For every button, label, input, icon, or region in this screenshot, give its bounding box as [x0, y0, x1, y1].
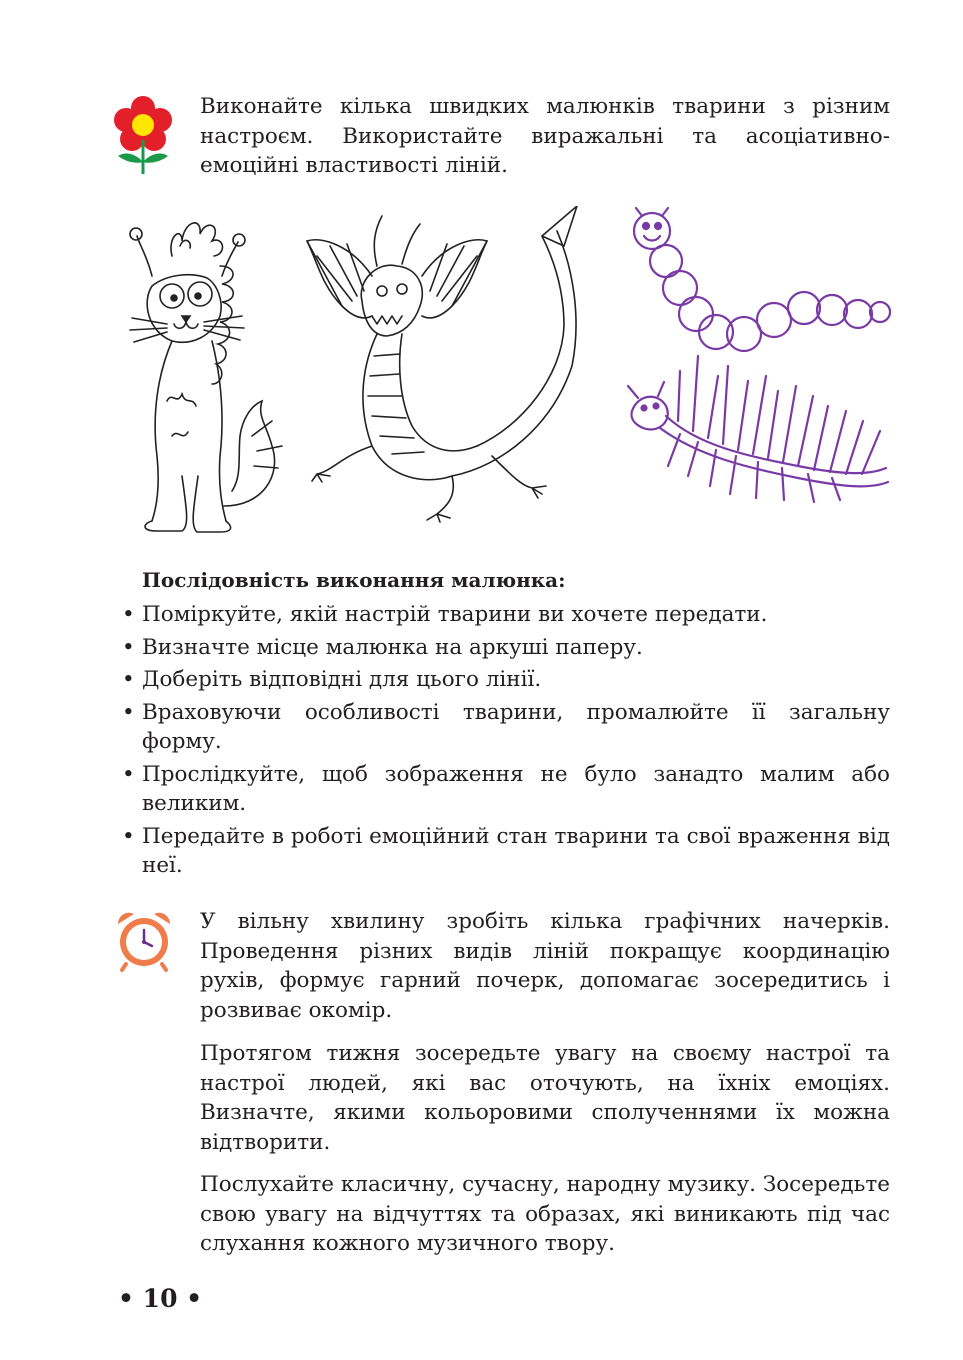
sequence-steps-list [122, 600, 890, 884]
list-item [122, 822, 890, 881]
bullet: • [122, 634, 135, 660]
flower-icon [114, 96, 172, 176]
intro-paragraph: Виконайте кілька швидких малюнків тварини з різним настроєм. Використайте виражальні та асоціативно-емоційні властивості ліній. [200, 94, 890, 178]
bullet: • [122, 602, 135, 627]
step-text: Прослідкуйте, щоб зображення не було занадто малим або великим. [142, 761, 890, 816]
step-text: Передайте в роботі емоційний стан тварини та свої враження від неї. [142, 823, 890, 878]
alarm-clock-icon [112, 908, 176, 972]
bullet: • [122, 667, 135, 692]
caterpillar-drawings-icon [618, 206, 898, 506]
step-text: Доберіть відповідні для цього лінії. [142, 667, 542, 692]
list-item [122, 665, 890, 695]
list-item [122, 633, 890, 663]
bullet: • [122, 823, 135, 849]
list-item [122, 760, 890, 819]
bullet: • [122, 699, 135, 725]
dragon-drawing-icon [302, 206, 592, 526]
free-time-paragraph-2: Протягом тижня зосередьте увагу на своєму настрої та настрої людей, які вас оточують, на їхніх емоціях. Визначте, якими кольоровими сполученнями їх можна відтворити. [200, 1041, 890, 1155]
sequence-title: Послідовність виконання малюнка: [142, 568, 566, 592]
step-text: Визначте місце малюнка на аркуші паперу. [142, 634, 643, 660]
list-item [122, 698, 890, 757]
cat-drawing-icon [112, 206, 302, 536]
free-time-paragraph-3: Послухайте класичну, сучасну, народну музику. Зосередьте свою увагу на відчуттях та образах, які виникають під час слухання кожного музичного твору. [200, 1172, 890, 1256]
step-text: Поміркуйте, якій настрій тварини ви хочете передати. [142, 602, 768, 627]
step-text: Враховуючи особливості тварини, промалюйте її загальну форму. [142, 699, 890, 754]
free-time-paragraph-1: У вільну хвилину зробіть кілька графічних начерків. Проведення різних видів ліній покращує координацію рухів, формує гарний почерк, допомагає зосередитись і розвиває окомір. [200, 909, 890, 1023]
bullet: • [122, 761, 135, 787]
page-number: • 10 • [118, 1284, 203, 1313]
list-item [122, 600, 890, 630]
